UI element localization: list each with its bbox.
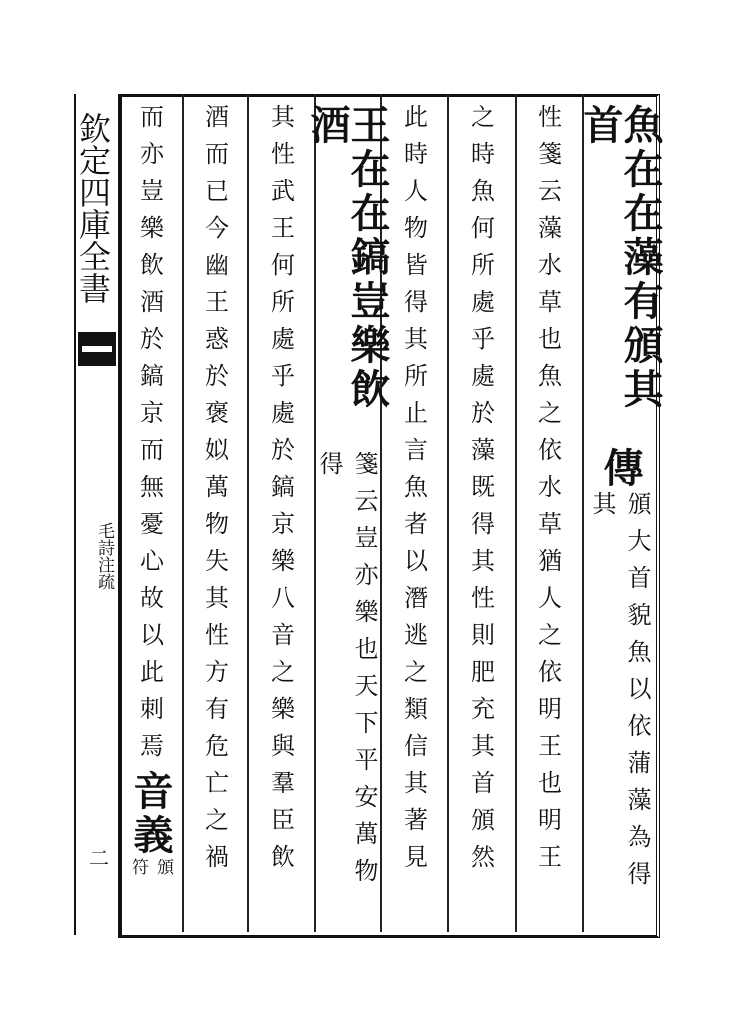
book-title: 毛詩注疏 [94, 522, 114, 590]
commentary-text: 頒大首貌魚以依蒲藻為得其 [588, 491, 651, 899]
interlinear-note [127, 858, 173, 879]
note-right: 頒 [153, 858, 173, 879]
page-center-strip [74, 94, 118, 935]
main-text: 魚在在藻有頒其首 [577, 104, 664, 412]
commentary-text: 箋云豈亦樂也天下平安萬物得 [315, 450, 378, 895]
text-column [577, 104, 664, 924]
commentary-text: 而亦豈樂飲酒於鎬京而無憂心故以此刺焉 [135, 104, 164, 770]
page-number: 二 [89, 846, 109, 870]
column-rule [447, 94, 449, 932]
fishtail-ornament-icon [78, 332, 116, 366]
text-column [193, 104, 237, 924]
commentary-text: 其性武王何所處乎處於鎬京樂八音之樂與羣臣飲 [266, 104, 295, 881]
text-column [128, 104, 172, 924]
text-column [304, 104, 391, 924]
text-column [459, 104, 503, 924]
main-text: 王在在鎬豈樂飲酒 [304, 104, 391, 412]
commentary-text: 之時魚何所處乎處於藻既得其性則肥充其首頒然 [466, 104, 495, 881]
commentary-text: 酒而已今幽王惑於褒姒萬物失其性方有危亡之禍 [200, 104, 229, 881]
text-column [526, 104, 570, 924]
note-left: 符 [128, 858, 148, 879]
main-text: 傳 [597, 447, 644, 492]
text-column [392, 104, 436, 924]
column-rule [515, 94, 517, 932]
collection-title: 欽定四庫全書 [74, 112, 112, 304]
column-rule [247, 94, 249, 932]
main-text: 音義 [127, 770, 174, 858]
commentary-text: 性箋云藻水草也魚之依水草猶人之依明王也明王 [533, 104, 562, 881]
column-rule [182, 94, 184, 932]
text-column [259, 104, 303, 924]
commentary-text: 此時人物皆得其所止言魚者以潛逃之類信其著見 [399, 104, 428, 881]
